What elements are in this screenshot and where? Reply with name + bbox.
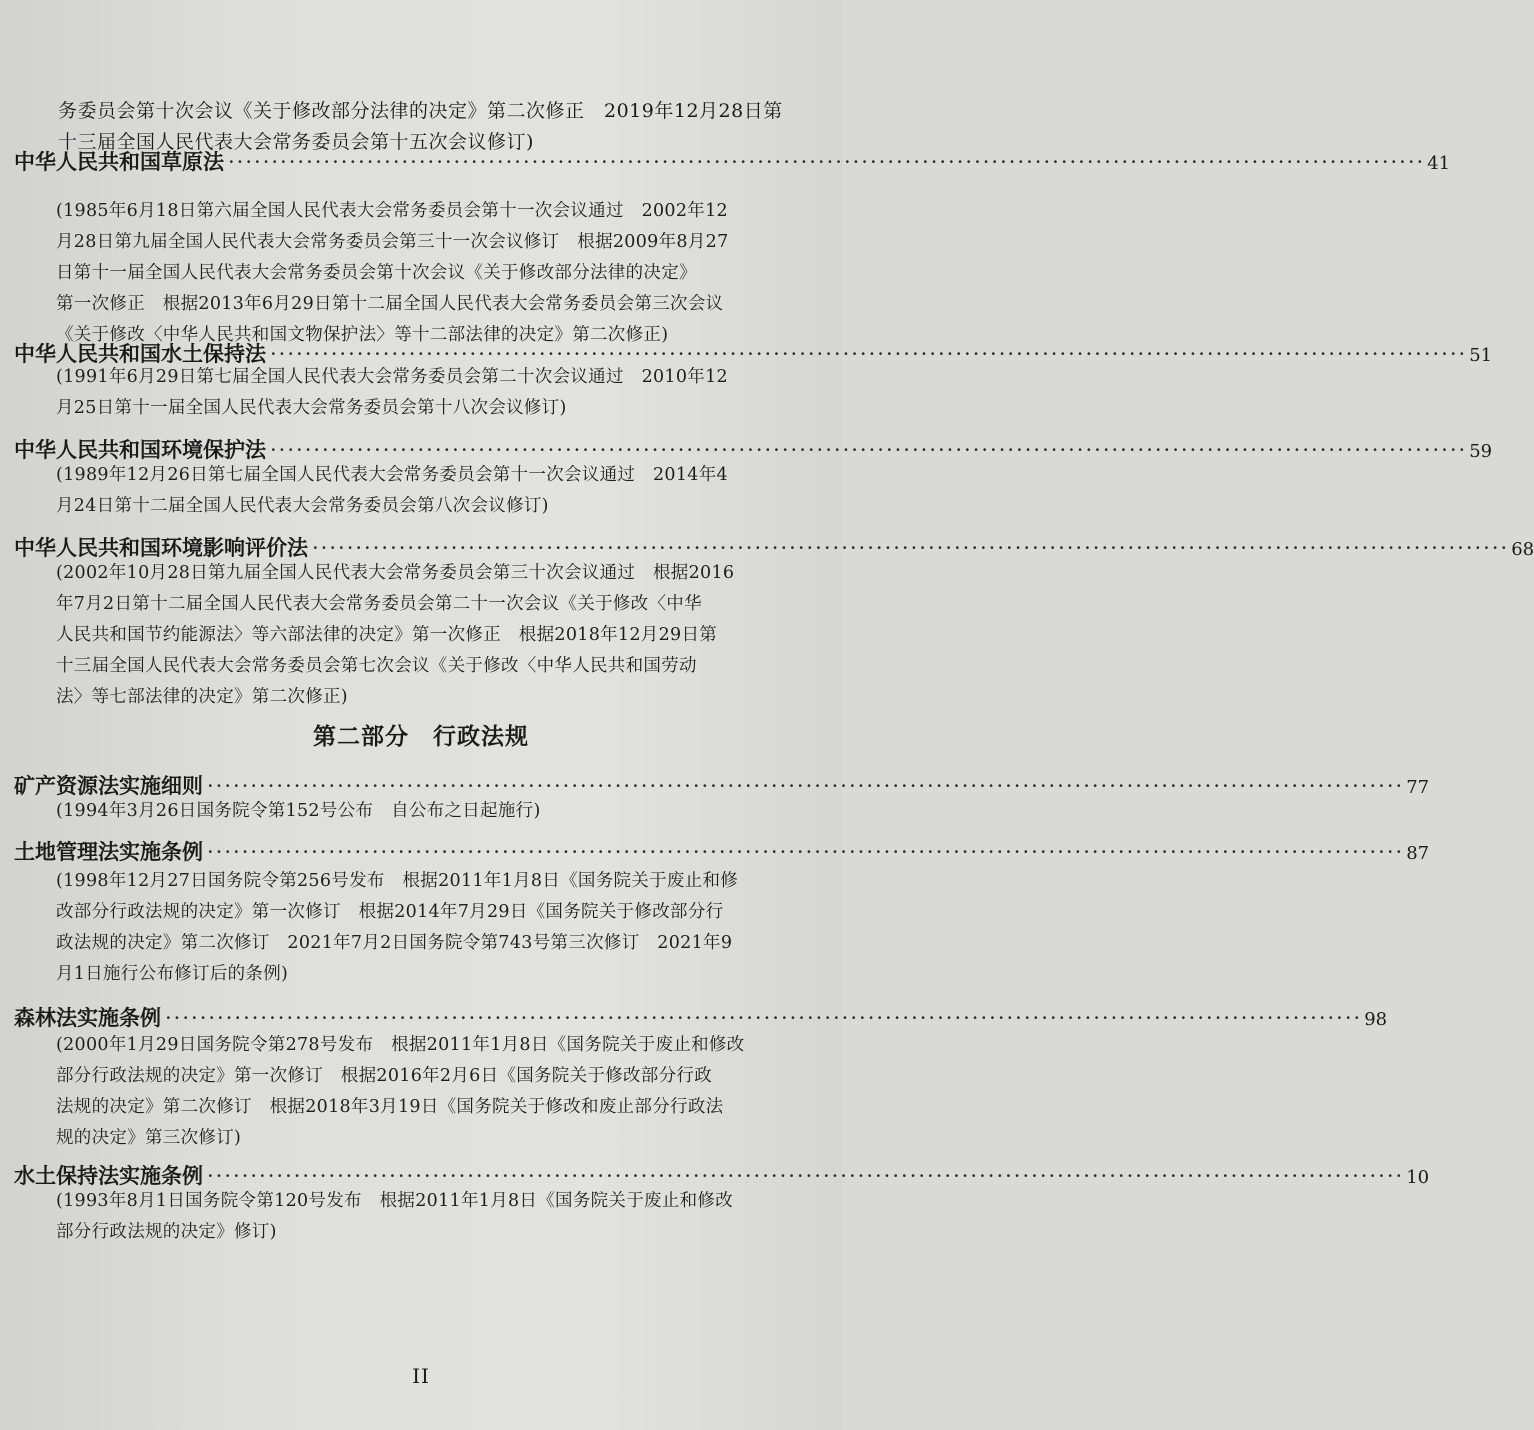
note-line: (1991年6月29日第七届全国人民代表大会常务委员会第二十次会议通过 2010年12 bbox=[56, 367, 728, 387]
entry-title: 中华人民共和国草原法 bbox=[14, 149, 224, 174]
note-line: (2002年10月28日第九届全国人民代表大会常务委员会第三十次会议通过 根据2016 bbox=[56, 563, 735, 583]
entry-title: 中华人民共和国环境保护法 bbox=[14, 437, 266, 462]
leader-dots: ·········································································································································· bbox=[228, 150, 1426, 174]
entry-note bbox=[56, 196, 786, 351]
note-line: (2000年1月29日国务院令第278号发布 根据2011年1月8日《国务院关于废止和修改 bbox=[56, 1035, 745, 1055]
note-line: (1994年3月26日国务院令第152号公布 自公布之日起施行) bbox=[56, 801, 541, 821]
note-line: 部分行政法规的决定》修订) bbox=[56, 1222, 277, 1242]
entry-note bbox=[56, 1186, 786, 1248]
entry-title: 矿产资源法实施细则 bbox=[14, 773, 203, 798]
note-line: 改部分行政法规的决定》第一次修订 根据2014年7月29日《国务院关于修改部分行 bbox=[56, 902, 724, 922]
entry-page-number: 59 bbox=[1469, 441, 1493, 462]
entry-page-number: 10 bbox=[1406, 1167, 1430, 1188]
note-line: (1989年12月26日第七届全国人民代表大会常务委员会第十一次会议通过 2014年4 bbox=[56, 465, 728, 485]
note-line: 人民共和国节约能源法〉等六部法律的决定》第一次修正 根据2018年12月29日第 bbox=[56, 625, 718, 645]
entry-title: 土地管理法实施条例 bbox=[14, 839, 203, 864]
entry-note bbox=[56, 362, 786, 424]
note-line: 月1日施行公布修订后的条例) bbox=[56, 964, 289, 984]
note-line: 第一次修正 根据2013年6月29日第十二届全国人民代表大会常务委员会第三次会议 bbox=[56, 294, 724, 314]
note-line: (1998年12月27日国务院令第256号发布 根据2011年1月8日《国务院关于废止和修 bbox=[56, 871, 739, 891]
toc-entry-land-management-regulation[interactable] bbox=[14, 836, 1430, 866]
entry-note bbox=[56, 866, 786, 990]
entry-note bbox=[56, 460, 786, 522]
entry-title: 中华人民共和国环境影响评价法 bbox=[14, 535, 308, 560]
continuation-line: 十三届全国人民代表大会常务委员会第十五次会议修订) bbox=[58, 131, 534, 153]
entry-note bbox=[56, 796, 786, 827]
note-line: 法规的决定》第二次修订 根据2018年3月19日《国务院关于修改和废止部分行政法 bbox=[56, 1097, 724, 1117]
entry-page-number: 68 bbox=[1511, 539, 1534, 560]
leader-dots: ·········································································································································· bbox=[270, 438, 1468, 462]
note-line: 法〉等七部法律的决定》第二次修正) bbox=[56, 687, 348, 707]
entry-title: 水土保持法实施条例 bbox=[14, 1163, 203, 1188]
entry-title: 中华人民共和国水土保持法 bbox=[14, 341, 266, 366]
leader-dots: ·········································································································································· bbox=[312, 536, 1510, 560]
entry-title: 森林法实施条例 bbox=[14, 1005, 161, 1030]
entry-note bbox=[56, 1030, 786, 1154]
note-line: 十三届全国人民代表大会常务委员会第七次会议《关于修改〈中华人民共和国劳动 bbox=[56, 656, 697, 676]
note-line: 《关于修改〈中华人民共和国文物保护法〉等十二部法律的决定》第二次修正) bbox=[56, 325, 669, 345]
section-heading: 第二部分 行政法规 bbox=[313, 723, 529, 750]
toc-entry-grassland-law[interactable] bbox=[14, 146, 1451, 176]
entry-page-number: 51 bbox=[1469, 345, 1493, 366]
entry-page-number: 87 bbox=[1406, 843, 1430, 864]
note-line: 政法规的决定》第二次修订 2021年7月2日国务院令第743号第三次修订 2021年9 bbox=[56, 933, 733, 953]
note-line: 月25日第十一届全国人民代表大会常务委员会第十八次会议修订) bbox=[56, 398, 567, 418]
page-number-footer: II bbox=[412, 1364, 430, 1388]
entry-page-number: 98 bbox=[1364, 1009, 1388, 1030]
leader-dots: ·········································································································································· bbox=[207, 774, 1405, 798]
leader-dots: ·········································································································································· bbox=[165, 1006, 1363, 1030]
note-line: 部分行政法规的决定》第一次修订 根据2016年2月6日《国务院关于修改部分行政 bbox=[56, 1066, 713, 1086]
note-line: 月28日第九届全国人民代表大会常务委员会第三十一次会议修订 根据2009年8月27 bbox=[56, 232, 729, 252]
continuation-line: 务委员会第十次会议《关于修改部分法律的决定》第二次修正 2019年12月28日第 bbox=[58, 100, 783, 122]
entry-page-number: 77 bbox=[1406, 777, 1430, 798]
note-line: 月24日第十二届全国人民代表大会常务委员会第八次会议修订) bbox=[56, 496, 549, 516]
note-line: 日第十一届全国人民代表大会常务委员会第十次会议《关于修改部分法律的决定》 bbox=[56, 263, 697, 283]
toc-entry-forest-law-regulation[interactable] bbox=[14, 1002, 1388, 1032]
note-line: 规的决定》第三次修订) bbox=[56, 1128, 242, 1148]
leader-dots: ·········································································································································· bbox=[270, 342, 1468, 366]
entry-note bbox=[56, 558, 786, 713]
entry-page-number: 41 bbox=[1427, 153, 1451, 174]
note-line: 年7月2日第十二届全国人民代表大会常务委员会第二十一次会议《关于修改〈中华 bbox=[56, 594, 702, 614]
note-line: (1993年8月1日国务院令第120号发布 根据2011年1月8日《国务院关于废止和修改 bbox=[56, 1191, 734, 1211]
leader-dots: ·········································································································································· bbox=[207, 840, 1405, 864]
note-line: (1985年6月18日第六届全国人民代表大会常务委员会第十一次会议通过 2002年12 bbox=[56, 201, 728, 221]
leader-dots: ·········································································································································· bbox=[207, 1164, 1405, 1188]
